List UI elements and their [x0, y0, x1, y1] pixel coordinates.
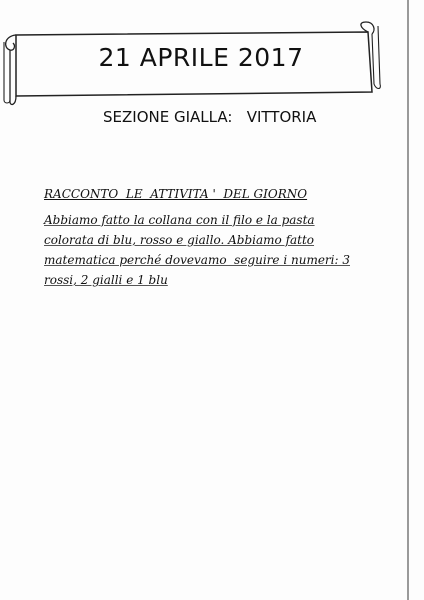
text-line: matematica perché dovevamo seguire i numeri: 3 [44, 253, 350, 267]
activity-heading: RACCONTO LE ATTIVITA ' DEL GIORNO [44, 187, 308, 201]
activity-text [44, 210, 384, 290]
section-label: SEZIONE GIALLA: VITTORIA [103, 108, 317, 126]
text-line: rossi, 2 gialli e 1 blu [44, 273, 168, 287]
page-title: 21 APRILE 2017 [98, 43, 304, 72]
text-line: Abbiamo fatto la collana con il filo e la pasta [44, 213, 315, 227]
text-line: colorata di blu, rosso e giallo. Abbiamo fatto [44, 233, 315, 247]
